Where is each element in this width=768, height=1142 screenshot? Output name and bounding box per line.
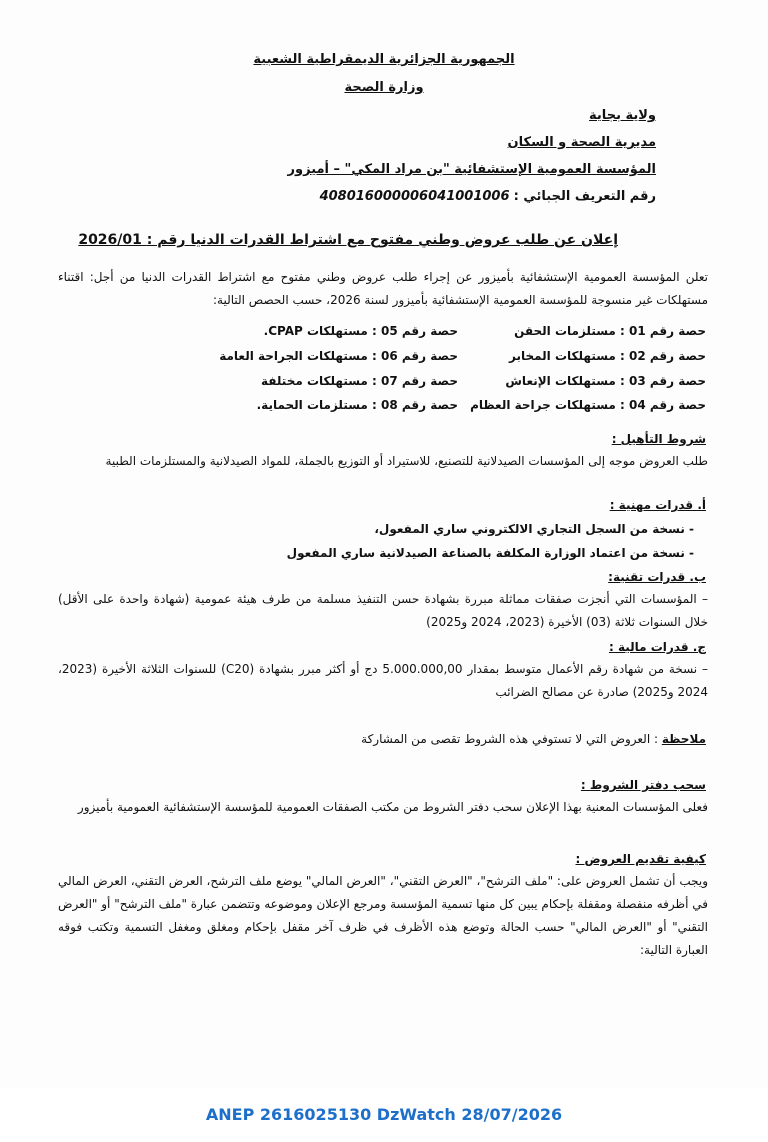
announcement-title-text: إعلان عن طلب عروض وطني مفتوح مع اشتراط القدرات الدنيا رقم : xyxy=(146,232,618,248)
technical-heading: ب. قدرات تقنية: xyxy=(608,570,706,584)
note-text: : العروض التي لا تستوفي هذه الشروط تقصى من المشاركة xyxy=(361,732,659,746)
lot-item: حصة رقم 02 : مستهلكات المخابر xyxy=(508,349,706,363)
note-label: ملاحظة xyxy=(661,732,706,746)
tax-id-row xyxy=(320,189,656,204)
lot-item: حصة رقم 06 : مستهلكات الجراحة العامة xyxy=(219,349,458,363)
professional-heading: أ. قدرات مهنية : xyxy=(609,498,706,512)
wilaya-label: ولاية بجاية xyxy=(589,108,656,123)
lot-item: حصة رقم 04 : مستهلكات جراحة العظام xyxy=(470,398,706,412)
professional-item: - نسخة من اعتماد الوزارة المكلفة بالصناعة الصيدلانية ساري المفعول xyxy=(286,546,694,560)
directorate-label: مديرية الصحة و السكان xyxy=(507,135,656,150)
lot-item: حصة رقم 07 : مستهلكات مختلفة xyxy=(260,374,458,388)
republic-heading: الجمهورية الجزائرية الديمقراطية الشعبية xyxy=(253,52,515,67)
eligibility-heading: شروط التأهيل : xyxy=(611,432,706,446)
submission-text: ويجب أن تشمل العروض على: "ملف الترشح"، "العرض التقني"، "العرض المالي" يوضع ملف الترشح، العرض التقني، العرض المالي في أظرفه منفصلة ومقفلة بإحكام يبين كل منها تسمية المؤسسة ومرجع الإعلان وموضوعه وتتضمن عبارة "ملف الترشح" أو "العرض التقني" أو "العرض المالي" حسب الحالة وتوضع هذه الأظرف في ظرف آخر مقفل بإحكام ومغلق ومغفل التسمية وتكتب فوقه العبارة التالية: xyxy=(58,874,708,957)
lot-item: حصة رقم 05 : مستهلكات CPAP. xyxy=(263,324,458,338)
lot-item: حصة رقم 03 : مستهلكات الإنعاش xyxy=(505,374,706,388)
tax-id-value: 408016000006041001006 xyxy=(319,189,510,204)
lot-item: حصة رقم 08 : مستلزمات الحماية. xyxy=(256,398,458,412)
spec-text: فعلى المؤسسات المعنية بهذا الإعلان سحب دفتر الشروط من مكتب الصفقات العمومية للمؤسسة الإستشفائية العمومية بأميزور xyxy=(77,800,708,814)
announcement-number: 2026/01 xyxy=(78,232,142,248)
spec-heading: سحب دفتر الشروط : xyxy=(580,778,706,792)
professional-item: - نسخة من السجل التجاري الالكتروني ساري المفعول، xyxy=(374,522,694,536)
eligibility-text: طلب العروض موجه إلى المؤسسات الصيدلانية للتصنيع، للاستيراد أو التوزيع بالجملة، للمواد الصيدلانية والمستلزمات الطبية xyxy=(105,454,708,468)
note-row xyxy=(361,732,706,746)
tax-id-label: رقم التعريف الجبائي : xyxy=(513,189,656,204)
financial-text: – نسخة من شهادة رقم الأعمال متوسط بمقدار 5.000.000,00 دج أو أكثر مبرر بشهادة (C20) للسنوات الثلاثة الأخيرة (2023، 2024 و2025) صادرة عن مصالح الضرائب xyxy=(58,662,709,699)
ministry-heading: وزارة الصحة xyxy=(344,80,424,95)
financial-heading: ج. قدرات مالية : xyxy=(608,640,706,654)
lot-item: حصة رقم 01 : مستلزمات الحقن xyxy=(514,324,706,338)
intro-paragraph: تعلن المؤسسة العمومية الإستشفائية بأميزور عن إجراء طلب عروض وطني مفتوح مع اشتراط القدرات الدنيا من أجل: اقتناء مستهلكات غير منسوجة للمؤسسة العمومية الإستشفائية بأميزور لسنة 2026، حسب الحصص التالية: xyxy=(58,270,708,307)
institution-label: المؤسسة العمومية الإستشفائية "بن مراد المكي" – أميزور xyxy=(287,162,656,177)
footer-reference: ANEP 2616025130 DzWatch 28/07/2026 xyxy=(0,1088,768,1142)
technical-text: – المؤسسات التي أنجزت صفقات مماثلة مبررة بشهادة حسن التنفيذ مسلمة من طرف هيئة عمومية (شهادة واحدة على الأقل) خلال السنوات ثلاثة (03) الأخيرة (2023، 2024 و2025) xyxy=(58,592,708,629)
announcement-title xyxy=(78,232,618,248)
submission-heading: كيفية تقديم العروض : xyxy=(575,852,706,866)
